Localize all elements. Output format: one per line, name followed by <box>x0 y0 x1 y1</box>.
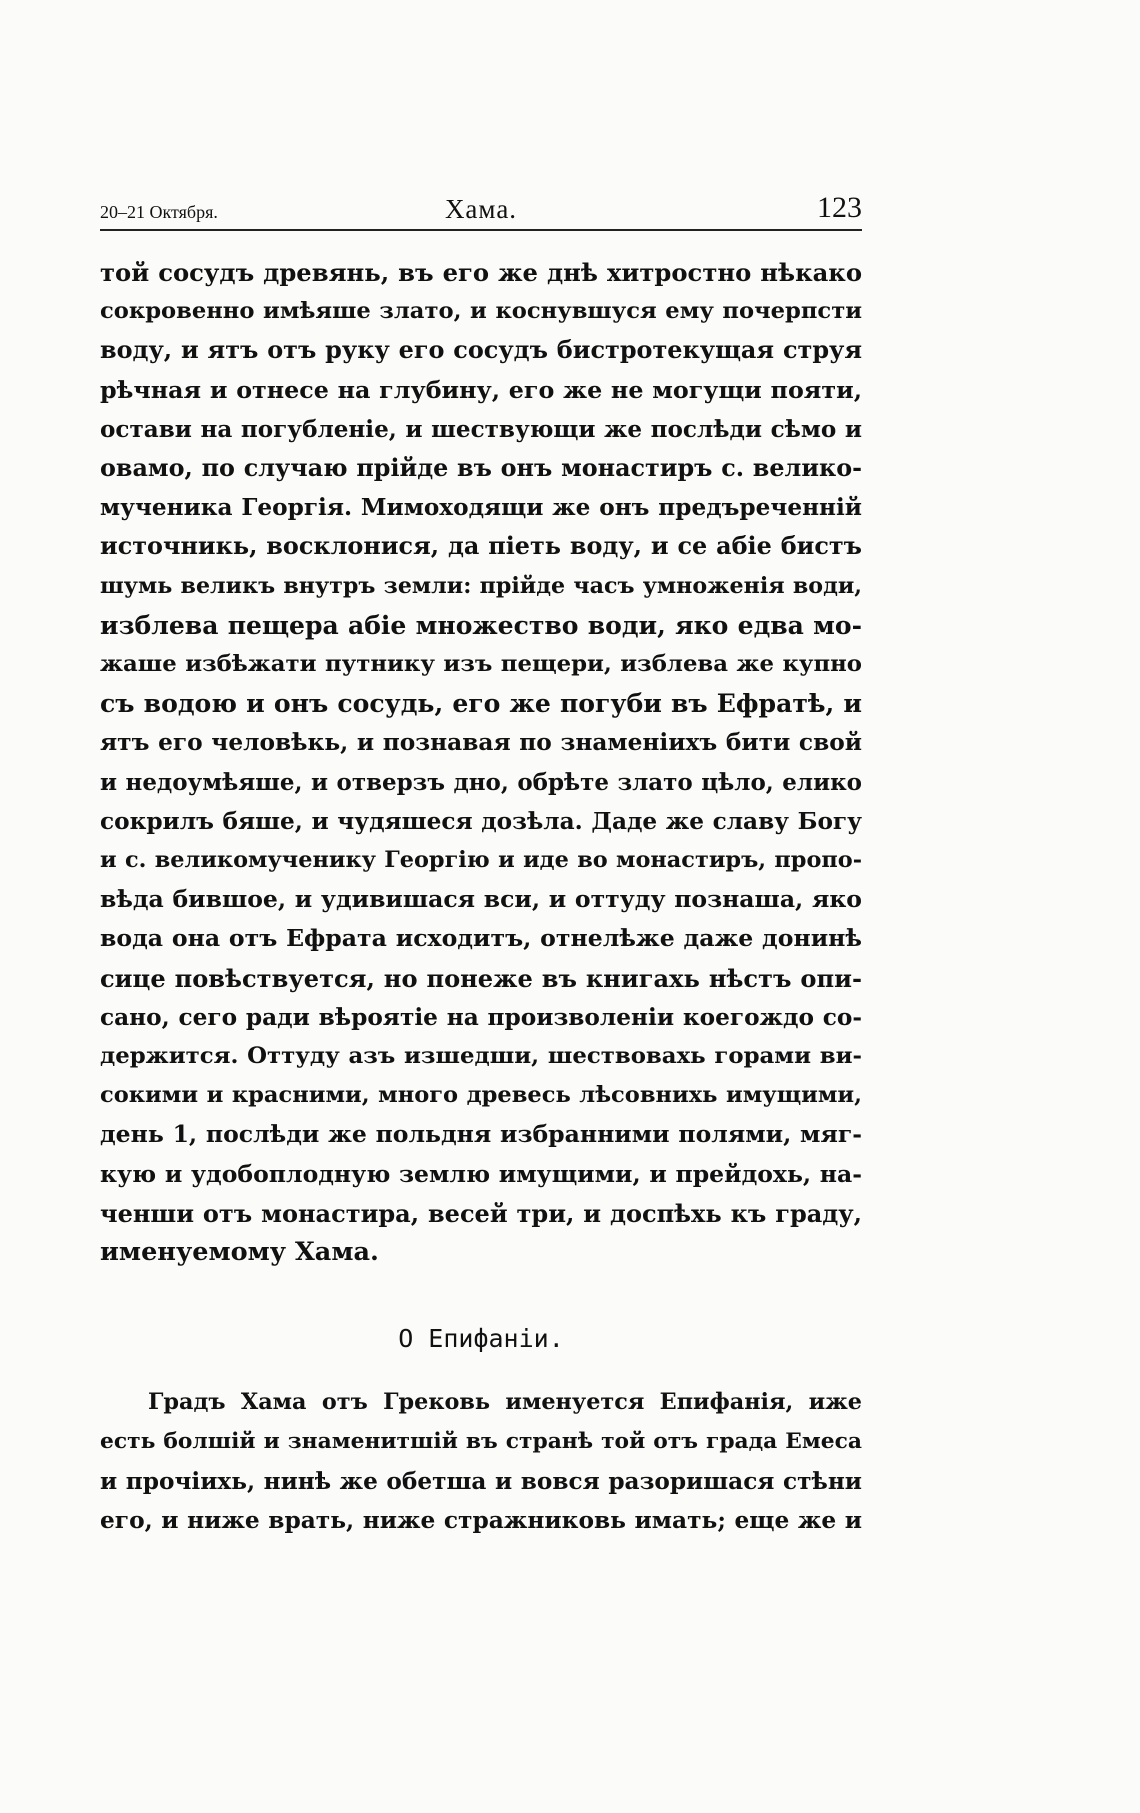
text-line: мученика Георгія. Мимоходящи же онъ предъреченній <box>100 494 862 522</box>
text-line: овамо, по случаю прійде въ онъ монастиръ с. велико- <box>100 454 862 483</box>
text-line: и недоумѣяше, и отверзъ дно, обрѣте злато цѣло, елико <box>100 768 862 796</box>
paragraph-1 <box>100 253 862 1272</box>
text-line: сокровенно имѣяше злато, и коснувшуся ему почерпсти <box>100 298 862 325</box>
text-line: его, и ниже врать, ниже стражниковь имать; еще же и <box>100 1506 862 1534</box>
text-line: и с. великомученику Георгію и иде во монастиръ, пропо- <box>100 847 862 874</box>
text-line: источникь, восклонися, да піеть воду, и се абіе бистъ <box>100 532 862 561</box>
text-line: есть болшій и знаменитшій въ странѣ той отъ града Емеса <box>100 1429 862 1455</box>
page-number: 123 <box>817 191 862 224</box>
text-line: именуемому Хама. <box>100 1237 379 1268</box>
text-line: жаше избѣжати путнику изъ пещери, изблева же купно <box>100 651 862 678</box>
text-line: остави на погубленіе, и шествующи же послѣди сѣмо и <box>100 415 862 443</box>
text-line: и прочіихь, нинѣ же обетша и вовся разоришася стѣни <box>100 1467 862 1495</box>
text-line: сано, сего ради вѣроятіе на произволеніи коегождо со- <box>100 1003 862 1031</box>
text-line: день 1, послѣди же польдня избранними полями, мяг- <box>100 1120 862 1149</box>
text-line: ченши отъ монастира, весей три, и доспѣхь къ граду, <box>100 1198 862 1228</box>
text-line: сокими и красними, много древесь лѣсовнихь имущими, <box>100 1082 862 1109</box>
paragraph-2 <box>100 1383 862 1540</box>
text-line: той сосудъ древянь, въ его же днѣ хитростно нѣкако <box>100 258 862 287</box>
text-line: воду, и ятъ отъ руку его сосудъ бистротекущая струя <box>100 336 862 365</box>
text-line: вѣда бившое, и удивишася вси, и оттуду познаша, яко <box>100 885 862 914</box>
text-line: сокрилъ бяше, и чудяшеся дозѣла. Даде же славу Богу <box>100 807 862 835</box>
book-page <box>100 185 862 1540</box>
text-line: кую и удобоплодную землю имущими, и прейдохь, на- <box>100 1159 862 1188</box>
text-line: изблева пещера абіе множество води, яко едва мо- <box>100 609 862 640</box>
text-line: вода она отъ Ефрата исходитъ, отнелѣже даже донинѣ <box>100 924 862 953</box>
running-head <box>100 185 862 231</box>
header-date: 20–21 Октября. <box>100 202 218 222</box>
text-line: ятъ его человѣкь, и познавая по знаменіихъ бити свой <box>100 729 862 757</box>
header-title: Хама. <box>444 194 518 224</box>
text-line: шумь великъ внутръ земли: прійде часъ умноженія води, <box>100 572 862 599</box>
section-heading: О Епифаніи. <box>398 1324 564 1354</box>
text-line: съ водою и онъ сосудь, его же погуби въ Ефратѣ, и <box>100 688 862 719</box>
text-line: рѣчная и отнесе на глубину, его же не могущи пояти, <box>100 375 862 404</box>
text-line: сице повѣствуется, но понеже въ книгахь нѣстъ опи- <box>100 963 862 993</box>
text-line: держится. Оттуду азъ изшедши, шествовахь горами ви- <box>100 1043 862 1070</box>
text-line: Градъ Хама отъ Грековь именуется Епифанія, иже <box>148 1389 862 1416</box>
